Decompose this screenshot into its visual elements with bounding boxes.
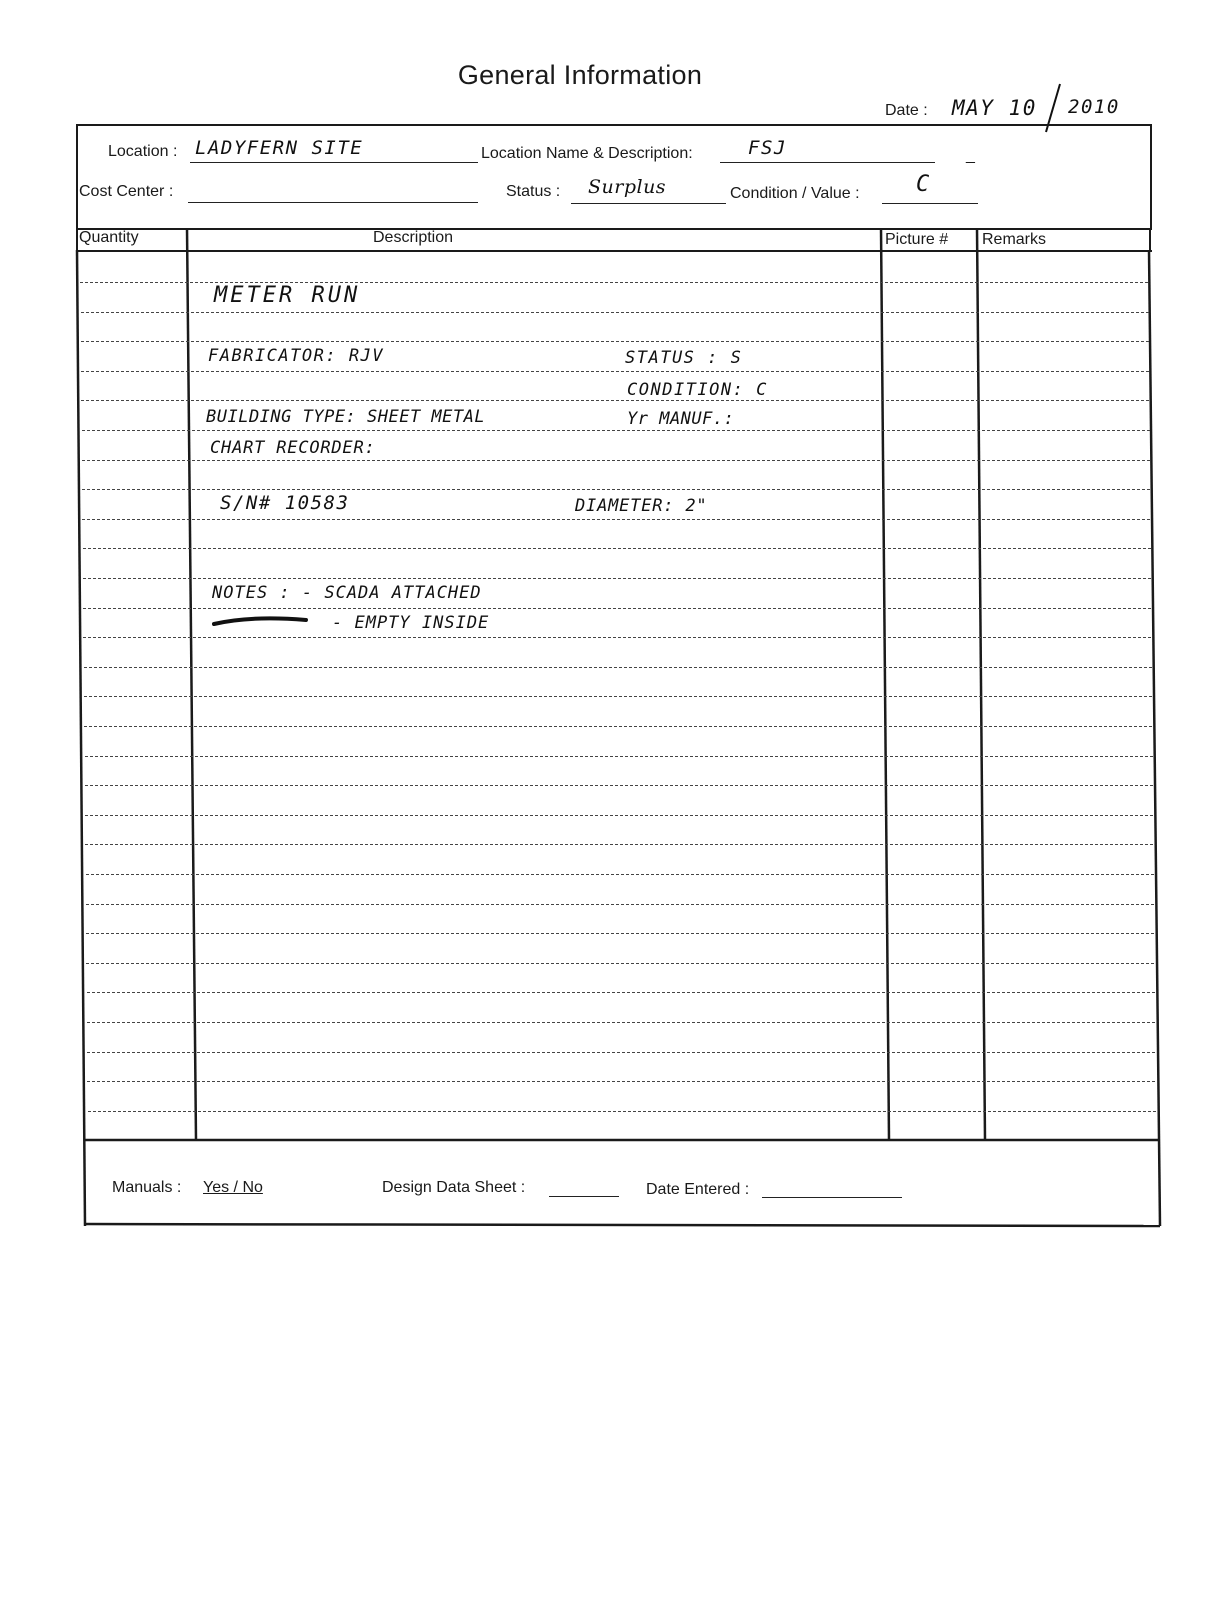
table-row-line	[85, 844, 1153, 845]
table-row-line	[84, 696, 1152, 697]
table-row-line	[85, 785, 1153, 786]
location-name-extra: _	[966, 147, 975, 164]
location-name-label: Location Name & Description:	[481, 145, 693, 162]
condition-label: Condition / Value :	[730, 185, 860, 202]
column-header-remarks: Remarks	[982, 231, 1047, 248]
date-value[interactable]: MAY 10	[952, 96, 1037, 120]
table-row-line	[83, 637, 1151, 638]
table-row-line	[86, 963, 1154, 964]
table-row-line	[82, 430, 1150, 431]
table-row-line	[82, 519, 1150, 520]
table-row-line	[84, 726, 1152, 727]
description-condition[interactable]: CONDITION: C	[627, 380, 768, 400]
description-fabricator[interactable]: FABRICATOR: RJV	[208, 346, 385, 366]
date-label: Date :	[885, 102, 928, 119]
location-label: Location :	[108, 143, 178, 160]
location-name-field[interactable]: FSJ	[748, 137, 787, 159]
table-row-line	[87, 992, 1155, 993]
description-status[interactable]: STATUS : S	[625, 348, 743, 368]
table-row-line	[86, 933, 1154, 934]
table-row-line	[87, 1081, 1155, 1082]
column-header-description: Description	[373, 229, 454, 246]
page-title: General Information	[457, 60, 703, 90]
table-row-line	[86, 874, 1154, 875]
manuals-label: Manuals :	[112, 1179, 182, 1196]
table-row-line	[82, 489, 1150, 490]
date-year[interactable]: 2010	[1068, 96, 1120, 118]
table-row-line	[82, 460, 1150, 461]
condition-field[interactable]: C	[916, 172, 933, 197]
table-row-line	[86, 904, 1154, 905]
description-meter-run[interactable]: METER RUN	[214, 283, 361, 308]
table-row-line	[83, 608, 1151, 609]
cost-center-label: Cost Center :	[79, 183, 174, 200]
description-building-type[interactable]: BUILDING TYPE: SHEET METAL	[206, 407, 486, 427]
table-row-line	[85, 756, 1153, 757]
description-yr-manuf[interactable]: Yr MANUF.:	[627, 409, 735, 429]
table-row-line	[83, 578, 1151, 579]
design-data-sheet-underline	[549, 1196, 619, 1197]
table-row-line	[85, 815, 1153, 816]
table-row-line	[84, 667, 1152, 668]
design-data-sheet-label: Design Data Sheet :	[382, 1179, 526, 1196]
description-serial[interactable]: S/N# 10583	[220, 492, 350, 514]
description-notes-line2[interactable]: - EMPTY INSIDE	[332, 613, 490, 633]
status-label: Status :	[506, 183, 561, 200]
table-row-line	[83, 548, 1151, 549]
description-diameter[interactable]: DIAMETER: 2"	[575, 496, 708, 516]
date-entered-label: Date Entered :	[646, 1181, 750, 1198]
table-row-line	[81, 341, 1149, 342]
description-chart-recorder[interactable]: CHART RECORDER:	[210, 438, 376, 458]
table-row-line	[81, 400, 1149, 401]
date-entered-underline	[762, 1197, 902, 1198]
description-notes-line1[interactable]: NOTES : - SCADA ATTACHED	[212, 583, 482, 603]
status-field[interactable]: Surplus	[588, 176, 667, 198]
table-row-line	[87, 1022, 1155, 1023]
manuals-yes-no[interactable]: Yes / No	[203, 1179, 263, 1196]
table-row-line	[88, 1111, 1156, 1112]
location-field[interactable]: LADYFERN SITE	[195, 137, 364, 159]
table-row-line	[81, 312, 1149, 313]
table-row-line	[81, 371, 1149, 372]
notes-dash-stroke	[210, 612, 310, 632]
column-header-quantity: Quantity	[79, 229, 139, 246]
column-header-picture: Picture #	[885, 231, 949, 248]
table-row-line	[87, 1052, 1155, 1053]
